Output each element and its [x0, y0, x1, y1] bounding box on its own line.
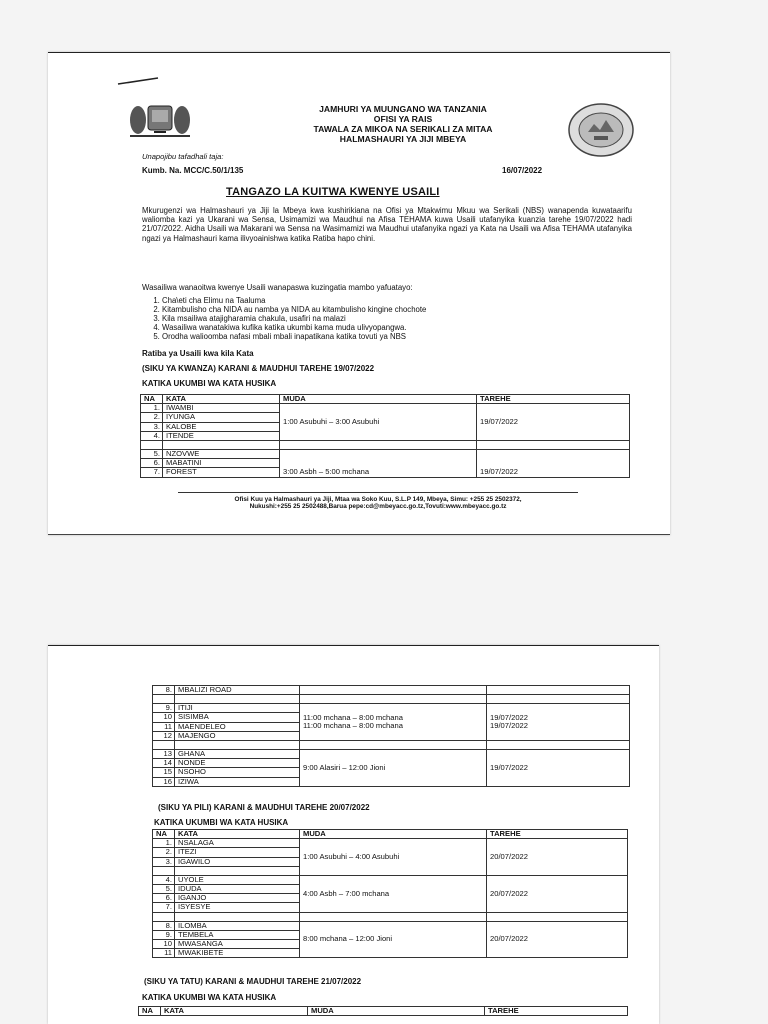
- requirement-item: 5. Orodha walioomba nafasi mbali mbali inapatikana katika tovuti ya NBS: [162, 332, 642, 341]
- row-number: 6.: [153, 894, 175, 903]
- requirements-list: [144, 296, 642, 341]
- document-title: TANGAZO LA KUITWA KWENYE USAILI: [226, 186, 440, 198]
- time-slot: 1:00 Asubuhi – 4:00 Asubuhi: [300, 839, 487, 876]
- row-number: 8.: [153, 921, 175, 930]
- row-number: 8.: [153, 686, 175, 695]
- table-row: [153, 921, 628, 930]
- row-number: 6.: [141, 459, 163, 468]
- ward-name: GHANA: [175, 750, 300, 759]
- row-number: 2.: [153, 848, 175, 857]
- table-row: [153, 750, 630, 759]
- col-kata-header: KATA: [161, 1007, 308, 1016]
- ward-name: SISIMBA: [175, 713, 300, 722]
- interview-date: 19/07/2022: [477, 450, 630, 478]
- col-tarehe-header: TAREHE: [487, 830, 628, 839]
- requirements-intro: Wasailiwa wanaoitwa kwenye Usaili wanapaswa kuzingatia mambo yafuatayo:: [142, 283, 413, 292]
- row-number: 3.: [153, 857, 175, 866]
- ward-name: MBALIZI ROAD: [175, 686, 300, 695]
- table-row: [153, 704, 630, 713]
- day2-heading: (SIKU YA PILI) KARANI & MAUDHUI TAREHE 20/07/2022: [158, 803, 370, 812]
- time-slot: 4:00 Asbh – 7:00 mchana: [300, 875, 487, 912]
- time-slot: [300, 704, 487, 741]
- day1-schedule-table-part2: [152, 685, 630, 787]
- schedule-title: Ratiba ya Usaili kwa kila Kata: [142, 349, 254, 358]
- table-header-row: [141, 395, 630, 404]
- ward-name: ISYESYE: [175, 903, 300, 912]
- time-slot: 8:00 mchana – 12:00 Jioni: [300, 921, 487, 958]
- row-number: 15: [153, 768, 175, 777]
- letter-date: 16/07/2022: [502, 166, 543, 175]
- coat-of-arms-icon: [124, 98, 196, 138]
- col-tarehe-header: TAREHE: [485, 1007, 628, 1016]
- day1-schedule-table-part1: [140, 394, 630, 478]
- day1-heading: (SIKU YA KWANZA) KARANI & MAUDHUI TAREHE 19/07/2022: [142, 364, 375, 373]
- ward-name: FOREST: [163, 468, 280, 477]
- col-na-header: NA: [141, 395, 163, 404]
- row-number: 5.: [153, 885, 175, 894]
- row-number: 9.: [153, 930, 175, 939]
- ward-name: UYOLE: [175, 875, 300, 884]
- ward-name: TEMBELA: [175, 930, 300, 939]
- city-seal-icon: [566, 102, 636, 158]
- interview-date: 20/07/2022: [487, 921, 628, 958]
- col-muda-header: MUDA: [308, 1007, 485, 1016]
- col-kata-header: KATA: [175, 830, 300, 839]
- spacer-row: [141, 441, 630, 450]
- requirement-item: 1. Cha\eti cha Elimu na Taaluma: [162, 296, 642, 305]
- letter-footer: [178, 492, 578, 511]
- interview-date: 20/07/2022: [487, 875, 628, 912]
- row-number: 5.: [141, 450, 163, 459]
- table-header-row: [139, 1007, 628, 1016]
- letterhead: [208, 104, 598, 144]
- time-slot-line: 11:00 mchana – 8:00 mchana: [303, 721, 403, 731]
- date-line: 19/07/2022: [490, 721, 529, 731]
- footer-line-1: Ofisi Kuu ya Halmashauri ya Jiji, Mtaa wa Soko Kuu, S.L.P 149, Mbeya, Simu: +255 25 2502372,: [234, 496, 522, 503]
- table-row: [141, 404, 630, 413]
- day2-venue: KATIKA UKUMBI WA KATA HUSIKA: [154, 818, 289, 827]
- col-tarehe-header: TAREHE: [477, 395, 630, 404]
- date-line: 19/07/2022: [490, 712, 529, 722]
- reply-note: Unapojibu tafadhali taja:: [142, 152, 224, 161]
- letterhead-line-1: JAMHURI YA MUUNGANO WA TANZANIA: [319, 104, 487, 114]
- ward-name: KALOBE: [163, 422, 280, 431]
- row-number: 11: [153, 722, 175, 731]
- table-row: [153, 839, 628, 848]
- time-slot: 9:00 Alasiri – 12:00 Jioni: [300, 750, 487, 787]
- document-page-1: [48, 52, 670, 535]
- table-header-row: [153, 830, 628, 839]
- table-row: [153, 686, 630, 695]
- row-number: 2.: [141, 413, 163, 422]
- interview-date: 19/07/2022: [477, 404, 630, 441]
- col-muda-header: MUDA: [300, 830, 487, 839]
- time-slot-line: 11:00 mchana – 8:00 mchana: [303, 712, 403, 722]
- table-row: [153, 875, 628, 884]
- ward-name: MWASANGA: [175, 940, 300, 949]
- interview-date: [487, 704, 630, 741]
- row-number: 1.: [153, 839, 175, 848]
- col-na-header: NA: [153, 830, 175, 839]
- time-slot: 3:00 Asbh – 5:00 mchana: [280, 450, 477, 478]
- pen-stroke-mark: [116, 76, 160, 86]
- row-number: 12: [153, 731, 175, 740]
- page-top-edge: [48, 645, 659, 646]
- intro-paragraph: Mkurugenzi wa Halmashauri ya Jiji la Mbeya kwa kushirikiana na Ofisi ya Mtakwimu Mkuu wa Serikali (NBS) wanapenda kuwataarifu waliomba kazi ya Ukarani wa Sensa, Usimamizi wa Maudhui na Afisa TEHAMA kuwa Usaili utafanyika kuanzia tarehe 19/07/2022 hadi 21/07/2022. Aidha Usaili wa Makarani wa Sensa na Wasimamizi wa Maudhui utafanyika ngazi ya Kata na Usaili wa Afisa TEHAMA utafanyika ngazi ya Halmashauri kama ilivyoainishwa katika Ratiba hapo chini.: [142, 206, 632, 243]
- ward-name: IYUNGA: [163, 413, 280, 422]
- spacer-row: [153, 912, 628, 921]
- ward-name: ITENDE: [163, 431, 280, 440]
- row-number: 4.: [141, 431, 163, 440]
- letterhead-line-2: OFISI YA RAIS: [373, 114, 433, 124]
- footer-line-2: Nukushi:+255 25 2502488,Barua pepe:cd@mbeyacc.go.tz,Tovuti:www.mbeyacc.go.tz: [249, 503, 507, 511]
- interview-date: 20/07/2022: [487, 839, 628, 876]
- ward-name: ITEZI: [175, 848, 300, 857]
- spacer-row: [153, 695, 630, 704]
- row-number: 11: [153, 949, 175, 958]
- ward-name: IGAWILO: [175, 857, 300, 866]
- col-kata-header: KATA: [163, 395, 280, 404]
- ward-name: IDUDA: [175, 885, 300, 894]
- reference-number: Kumb. Na. MCC/C.50/1/135: [142, 166, 244, 175]
- row-number: 7.: [141, 468, 163, 477]
- ward-name: NSOHO: [175, 768, 300, 777]
- ward-name: ITIJI: [175, 704, 300, 713]
- ward-name: ILOMBA: [175, 921, 300, 930]
- ward-name: MABATINI: [163, 459, 280, 468]
- row-number: 3.: [141, 422, 163, 431]
- day3-schedule-table: [138, 1006, 628, 1016]
- interview-date: 19/07/2022: [487, 750, 630, 787]
- document-page-2: [48, 645, 659, 1024]
- day2-schedule-table: [152, 829, 628, 958]
- row-number: 10: [153, 940, 175, 949]
- row-number: 16: [153, 777, 175, 786]
- day3-heading: (SIKU YA TATU) KARANI & MAUDHUI TAREHE 21/07/2022: [144, 977, 362, 986]
- ward-name: NONDE: [175, 759, 300, 768]
- ward-name: MAENDELEO: [175, 722, 300, 731]
- requirement-item: 2. Kitambulisho cha NIDA au namba ya NIDA au kitambulisho kingine chochote: [162, 305, 642, 314]
- row-number: 13: [153, 750, 175, 759]
- requirement-item: 3. Kila msailiwa atajigharamia chakula, usafiri na malazi: [162, 314, 642, 323]
- page-top-edge: [48, 52, 670, 53]
- ward-name: MAJENGO: [175, 731, 300, 740]
- row-number: 4.: [153, 875, 175, 884]
- table-row: [141, 450, 630, 459]
- row-number: 1.: [141, 404, 163, 413]
- col-na-header: NA: [139, 1007, 161, 1016]
- ward-name: NSALAGA: [175, 839, 300, 848]
- row-number: 14: [153, 759, 175, 768]
- row-number: 9.: [153, 704, 175, 713]
- ward-name: NZOVWE: [163, 450, 280, 459]
- page-bottom-edge: [48, 534, 670, 535]
- spacer-row: [153, 741, 630, 750]
- col-muda-header: MUDA: [280, 395, 477, 404]
- time-slot: 1:00 Asubuhi – 3:00 Asubuhi: [280, 404, 477, 441]
- letterhead-line-4: HALMASHAURI YA JIJI MBEYA: [339, 134, 467, 144]
- ward-name: IWAMBI: [163, 404, 280, 413]
- day3-venue: KATIKA UKUMBI WA KATA HUSIKA: [142, 993, 277, 1002]
- ward-name: IZIWA: [175, 777, 300, 786]
- ward-name: IGANJO: [175, 894, 300, 903]
- ward-name: MWAKIBETE: [175, 949, 300, 958]
- day1-venue: KATIKA UKUMBI WA KATA HUSIKA: [142, 379, 277, 388]
- requirement-item: 4. Wasailiwa wanatakiwa kufika katika ukumbi kama muda ulivyopangwa.: [162, 323, 642, 332]
- row-number: 7.: [153, 903, 175, 912]
- letterhead-line-3: TAWALA ZA MIKOA NA SERIKALI ZA MITAA: [313, 124, 493, 134]
- row-number: 10: [153, 713, 175, 722]
